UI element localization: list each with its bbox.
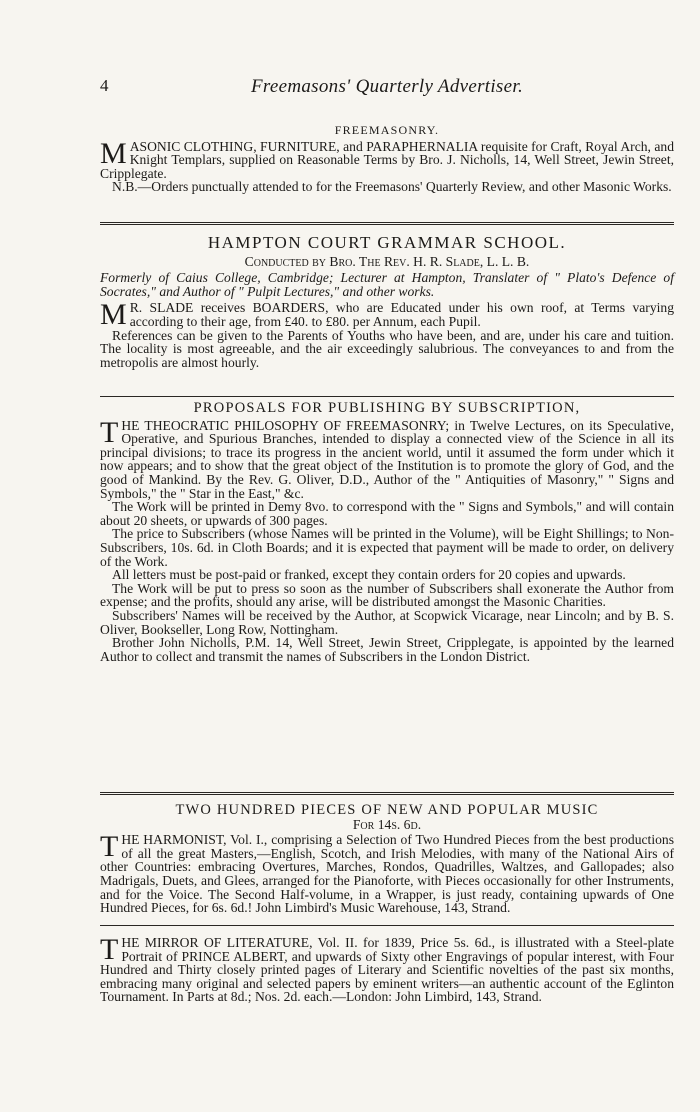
ad-heading: PROPOSALS FOR PUBLISHING BY SUBSCRIPTION, — [193, 400, 581, 416]
page-header — [100, 76, 674, 106]
ad-conductor: Conducted by Bro. The Rev. H. R. Slade, L. L. B. — [244, 253, 530, 269]
divider — [100, 396, 674, 397]
drop-cap: M — [100, 298, 127, 332]
drop-cap: T — [100, 933, 119, 966]
ad-credentials: Formerly of Caius College, Cambridge; Lecturer at Hampton, Translater of " Plato's Defence of Socrates," and Author of " Pulpit Lectures," and other works. — [100, 270, 674, 299]
ad-freemasonry — [100, 124, 674, 194]
divider — [100, 222, 674, 225]
ad-heading: FREEMASONRY. — [334, 123, 440, 137]
ad-proposals — [100, 402, 674, 663]
drop-cap: T — [100, 830, 119, 864]
ad-note: N.B.—Orders punctually attended to for the Freemasons' Quarterly Review, and other Masonic Works. — [112, 179, 672, 195]
ad-body: HE HARMONIST, Vol. I., comprising a Selection of Two Hundred Pieces from the best productions of all the great Masters,—English, Scotch, and Irish Melodies, with many of the National Airs of other Countries: embracing Overtures, Marches, Rondos, Quadrilles, Waltzes, and Gallopades; also Madrigals, Duets, and Glees, arranged for the Pianoforte, with Pieces occasionally for other Instruments, and for the Voice. The Second Half-volume, in a Wrapper, is just ready, containing upwards of One Hundred Pieces, for 6s. 6d.! John Limbird's Music Warehouse, 143, Strand. — [100, 832, 674, 916]
ad-paragraph: All letters must be post-paid or franked, except they contain orders for 20 copies and upwards. — [112, 567, 626, 583]
ad-heading: HAMPTON COURT GRAMMAR SCHOOL. — [207, 233, 567, 252]
page-number: 4 — [100, 76, 109, 95]
running-title: Freemasons' Quarterly Advertiser. — [250, 76, 523, 97]
divider — [100, 792, 674, 795]
ad-body: HE THEOCRATIC PHILOSOPHY OF FREEMASONRY; in Twelve Lectures, on its Speculative, Operative, and Spurious Branches, intended to display a connected view of the Science in all its principal divisions; to trace its progress in the ancient world, until it assumed the form under which it now appears; and to show that the great object of the Institution is to promote the glory of God, and the good of Mankind. By the Rev. G. Oliver, D.D., Author of the " Antiquities of Masonry," " Signs and Symbols," the " Star in the East," &c. — [100, 417, 674, 501]
ad-paragraph: The Work will be printed in Demy 8vo. to correspond with the " Signs and Symbols," and will contain about 20 sheets, or upwards of 300 pages. — [100, 499, 674, 528]
ad-body-2: References can be given to the Parents of Youths who have been, and are, under his care and tuition. The locality is most agreeable, and the air exceedingly salubrious. The conveyances to and from the metropolis are almost hourly. — [100, 327, 674, 370]
ad-body: ASONIC CLOTHING, FURNITURE, and PARAPHERNALIA requisite for Craft, Royal Arch, and Knight Templars, supplied on Reasonable Terms by Bro. J. Nicholls, 14, Well Street, Jewin Street, Cripplegate. — [100, 138, 674, 181]
drop-cap: T — [100, 415, 119, 449]
ad-paragraph: The Work will be put to press so soon as the number of Subscribers shall exonerate the Author from expense; and the profits, should any arise, will be distributed amongst the Masonic Charities. — [100, 580, 674, 610]
ad-music — [100, 804, 674, 915]
ad-heading: TWO HUNDRED PIECES OF NEW AND POPULAR MUSIC — [175, 802, 599, 818]
ad-price: For 14s. 6d. — [352, 816, 422, 832]
ad-paragraph: The price to Subscribers (whose Names will be printed in the Volume), will be Eight Shillings; to Non-Subscribers, 10s. 6d. in Cloth Boards; and it is expected that payment will be made to order, on delivery of the Work. — [100, 526, 674, 569]
ad-body: R. SLADE receives BOARDERS, who are Educated under his own roof, at Terms varying according to their age, from £40. to £80. per Annum, each Pupil. — [129, 300, 674, 329]
ad-paragraph: Subscribers' Names will be received by the Author, at Scopwick Vicarage, near Lincoln; and by B. S. Oliver, Bookseller, Long Row, Nottingham. — [100, 607, 674, 637]
drop-cap: M — [100, 136, 127, 170]
ad-body: HE MIRROR OF LITERATURE, Vol. II. for 1839, Price 5s. 6d., is illustrated with a Steel-plate Portrait of PRINCE ALBERT, and upwards of Sixty other Engravings of popular interest, with Four Hundred and Thirty closely printed pages of Literary and Scientific novelties of the past six months, embracing many original and selected papers by eminent writers—an authentic account of the Eglinton Tournament. In Parts at 8d.; Nos. 2d. each.—London: John Limbird, 143, Strand. — [100, 935, 674, 1005]
ad-mirror — [100, 933, 674, 1005]
ad-school — [100, 233, 674, 370]
divider — [100, 925, 674, 926]
ad-paragraph: Brother John Nicholls, P.M. 14, Well Street, Jewin Street, Cripplegate, is appointed by the learned Author to collect and transmit the names of Subscribers in the London District. — [100, 635, 674, 664]
